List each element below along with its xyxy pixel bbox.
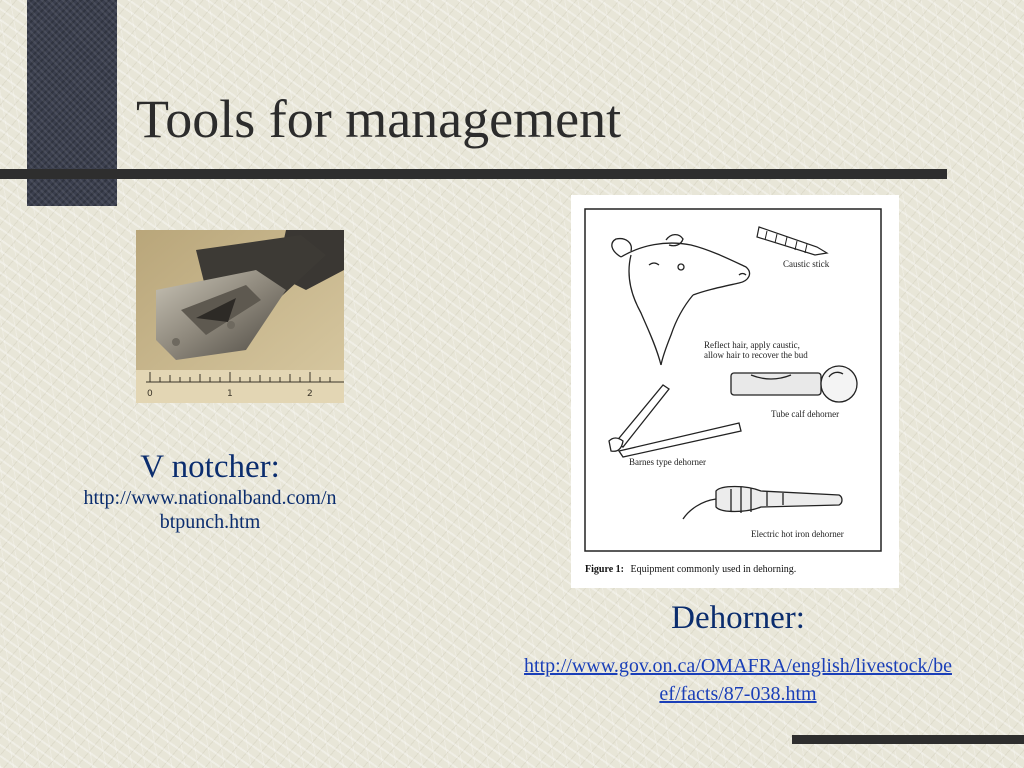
- bottom-rule: [792, 735, 1024, 744]
- label-barnes-dehorner: Barnes type dehorner: [629, 457, 706, 467]
- v-notcher-photo: [136, 230, 344, 403]
- label-caustic-stick: Caustic stick: [783, 259, 830, 269]
- dehorning-figure: [571, 195, 899, 588]
- slide-title: Tools for management: [136, 89, 622, 149]
- ruler-tick-2: 2: [307, 389, 313, 399]
- figure-caption-text: Equipment commonly used in dehorning.: [630, 564, 797, 575]
- ruler-tick-0: 0: [147, 389, 153, 399]
- v-notcher-url[interactable]: http://www.nationalband.com/nbtpunch.htm: [83, 487, 337, 533]
- v-notcher-label: V notcher:: [140, 449, 280, 485]
- figure-caption: [585, 564, 796, 575]
- label-reflect-line1: Reflect hair, apply caustic,: [704, 340, 800, 350]
- dehorner-caption: [520, 598, 956, 708]
- label-tube-calf-dehorner: Tube calf dehorner: [771, 409, 840, 419]
- title-rule: [0, 169, 947, 179]
- figure-caption-prefix: Figure 1:: [585, 564, 624, 575]
- dehorner-label: Dehorner:: [671, 600, 805, 636]
- dehorner-url-link[interactable]: http://www.gov.on.ca/OMAFRA/english/livestock/beef/facts/87-038.htm: [524, 655, 952, 705]
- label-reflect-line2: allow hair to recover the bud: [704, 350, 808, 360]
- label-electric-dehorner: Electric hot iron dehorner: [751, 529, 844, 539]
- ruler-tick-1: 1: [227, 389, 233, 399]
- v-notcher-caption: [80, 448, 340, 534]
